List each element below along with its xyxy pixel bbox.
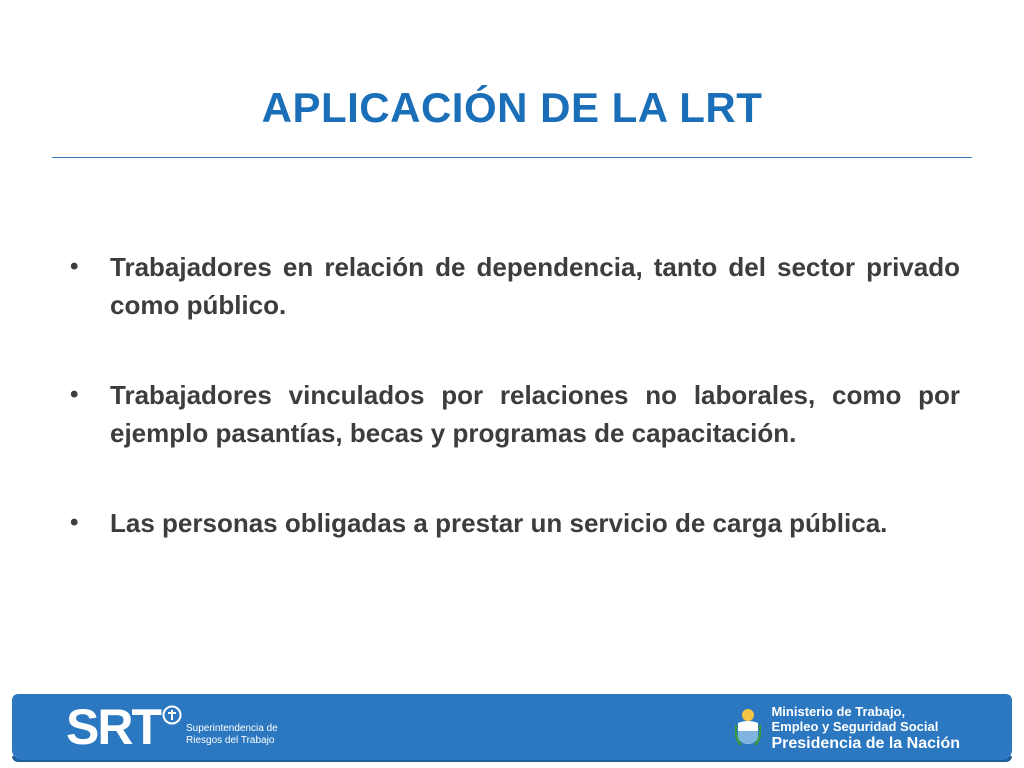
bullet-item xyxy=(70,248,960,324)
bullet-list xyxy=(70,248,960,594)
title-divider xyxy=(52,157,972,158)
bullet-text: Trabajadores en relación de dependencia, tanto del sector privado como público. xyxy=(110,252,960,320)
government-block xyxy=(735,702,960,756)
srt-logo xyxy=(66,698,278,756)
slide-title: APLICACIÓN DE LA LRT xyxy=(261,84,763,131)
ministry-line2: Empleo y Seguridad Social xyxy=(771,719,939,734)
bullet-dot: • xyxy=(70,509,79,536)
presidency-line: Presidencia de la Nación xyxy=(771,735,960,752)
srt-logo-text: SRT xyxy=(66,699,160,755)
footer-bar xyxy=(12,694,1012,760)
srt-name-line2: Riesgos del Trabajo xyxy=(186,735,275,746)
coat-of-arms-icon xyxy=(735,707,761,751)
bullet-text: Las personas obligadas a prestar un servicio de carga pública. xyxy=(110,508,888,538)
ministry-line1: Ministerio de Trabajo, xyxy=(771,704,906,719)
srt-subtitle xyxy=(186,723,278,747)
srt-name-line1: Superintendencia de xyxy=(186,723,278,734)
bullet-dot: • xyxy=(70,253,79,280)
srt-emblem-icon xyxy=(162,705,182,725)
government-text xyxy=(771,704,960,754)
bullet-item xyxy=(70,376,960,452)
bullet-dot: • xyxy=(70,381,79,408)
bullet-item xyxy=(70,504,960,542)
bullet-text: Trabajadores vinculados por relaciones no laborales, como por ejemplo pasantías, becas y programas de capacitación. xyxy=(110,380,960,448)
